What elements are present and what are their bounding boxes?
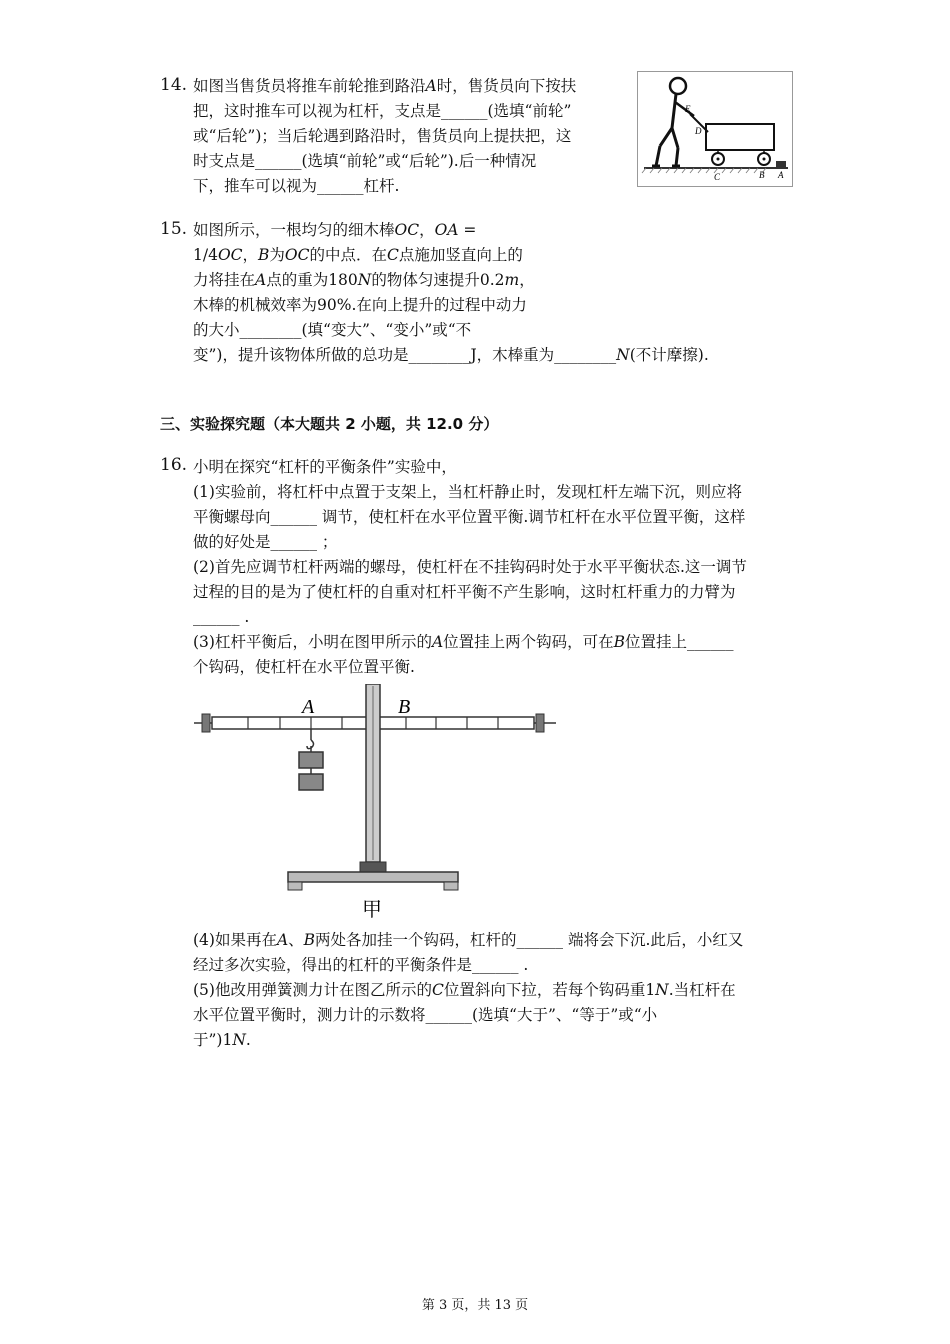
q15-line-2: 1/4𝑂𝐶，𝐵为𝑂𝐶的中点．在𝐶点施加竖直向上的 (193, 246, 523, 264)
figure-caption: 甲 (362, 897, 382, 921)
q16-line-8: (3)杠杆平衡后，小明在图甲所示的𝐴位置挂上两个钩码，可在𝐵位置挂上______ (193, 633, 734, 651)
q16-line-12: (5)他改用弹簧测力计在图乙所示的𝐶位置斜向下拉，若每个钩码重1𝑁.当杠杆在 (193, 981, 736, 999)
q14-line-2: 把，这时推车可以视为杠杆，支点是______(选填“前轮” (193, 102, 572, 120)
q16-line-14: 于”)1𝑁. (193, 1031, 251, 1049)
label-position-a: A (302, 696, 315, 718)
label-d: D (695, 126, 702, 136)
label-c: C (714, 172, 721, 182)
question-number-15: 15. (160, 219, 188, 239)
lever-diagram (190, 684, 560, 924)
q15-line-3: 力将挂在𝐴点的重为180𝑁的物体匀速提升0.2𝑚， (193, 271, 535, 289)
page-footer: 第 3 页，共 13 页 (421, 1298, 529, 1313)
q16-line-11: 经过多次实验，得出的杠杆的平衡条件是______ . (193, 956, 529, 974)
q16-line-5: (2)首先应调节杠杆两端的螺母，使杠杆在不挂钩码时处于水平平衡状态.这一调节 (193, 558, 747, 576)
label-e: E (685, 104, 691, 114)
q15-line-6: 变”)，提升该物体所做的总功是________J，木棒重为________𝑁(不计摩擦). (193, 346, 709, 364)
q14-line-1: 如图当售货员将推车前轮推到路沿𝐴时，售货员向下按扶 (193, 77, 577, 95)
q14-line-3: 或“后轮”)；当后轮遇到路沿时，售货员向上提扶把，这 (193, 127, 572, 145)
cart-lever-diagram (638, 72, 792, 186)
q16-line-10: (4)如果再在𝐴、𝐵两处各加挂一个钩码，杠杆的______ 端将会下沉.此后，小红又 (193, 931, 744, 949)
label-a: A (778, 170, 784, 180)
q15-line-5: 的大小________(填“变大”、“变小”或“不 (193, 321, 472, 339)
lever-figure-jia (190, 684, 560, 924)
q14-line-5: 下，推车可以视为______杠杆. (193, 177, 400, 195)
q16-line-3: 平衡螺母向______ 调节，使杠杆在水平位置平衡.调节杠杆在水平位置平衡，这样 (193, 508, 746, 526)
q16-line-1: 小明在探究“杠杆的平衡条件”实验中， (193, 458, 457, 476)
q16-line-7: ______ . (193, 608, 250, 626)
q16-line-9: 个钩码，使杠杆在水平位置平衡. (193, 658, 415, 676)
q15-line-1: 如图所示，一根均匀的细木棒𝑂𝐶，𝑂𝐴 = (193, 221, 477, 239)
q14-line-4: 时支点是______(选填“前轮”或“后轮”).后一种情况 (193, 152, 537, 170)
q16-line-2: (1)实验前，将杠杆中点置于支架上，当杠杆静止时，发现杠杆左端下沉，则应将 (193, 483, 742, 501)
question-number-14: 14. (160, 75, 188, 95)
question-number-16: 16. (160, 455, 188, 475)
label-position-b: B (398, 696, 411, 718)
q15-line-4: 木棒的机械效率为90%.在向上提升的过程中动力 (193, 296, 527, 314)
q16-line-6: 过程的目的是为了使杠杆的自重对杠杆平衡不产生影响，这时杠杆重力的力臂为 (193, 583, 736, 601)
shopping-cart-figure (637, 71, 793, 187)
q16-line-13: 水平位置平衡时，测力计的示数将______(选填“大于”、“等于”或“小 (193, 1006, 658, 1024)
q16-line-4: 做的好处是______ ； (193, 533, 338, 551)
section-title: 三、实验探究题（本大题共 2 小题，共 12.0 分） (160, 415, 499, 433)
label-b: B (759, 170, 765, 180)
